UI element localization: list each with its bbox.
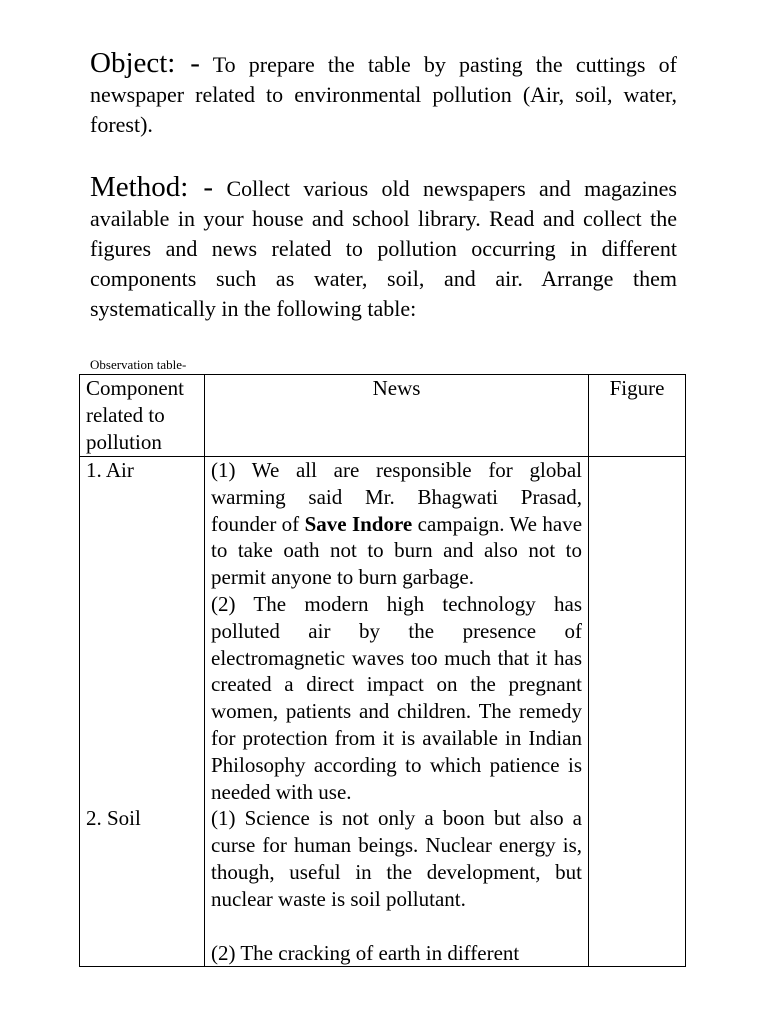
component-cell bbox=[80, 457, 205, 967]
object-paragraph bbox=[90, 48, 677, 140]
component-air: 1. Air bbox=[86, 458, 134, 482]
news-cell bbox=[205, 457, 589, 967]
save-indore-campaign: Save Indore bbox=[304, 511, 413, 536]
component-soil: 2. Soil bbox=[86, 805, 141, 830]
table-row bbox=[80, 457, 686, 967]
table-header-row bbox=[80, 375, 686, 457]
air-news-2: (2) The modern high technology has polluted air by the presence of electromagnetic waves too much that it has created a direct impact on the pregnant women, patients and children. The remedy for protection from it is available in Indian Philosophy according to which patience is needed with use. bbox=[211, 591, 582, 804]
header-news: News bbox=[205, 375, 589, 457]
method-text: Collect various old newspapers and magazines available in your house and school library. Read and collect the figures and news related to pollution occurring in different components such as water, soil, and air. Arrange them systematically in the following table: bbox=[90, 176, 677, 321]
object-text: To prepare the table by pasting the cuttings of newspaper related to environmental pollution (Air, soil, water, forest). bbox=[90, 52, 677, 137]
method-paragraph bbox=[90, 172, 677, 324]
object-heading: Object: - bbox=[90, 47, 200, 79]
document-body bbox=[90, 48, 677, 324]
header-figure: Figure bbox=[589, 375, 686, 457]
air-news-1: (1) We all are responsible for global warming said Mr. Bhagwati Prasad, founder of Save Indore campaign. We have to take oath not to burn and also not to permit anyone to burn garbage. bbox=[211, 458, 583, 590]
figure-cell bbox=[589, 457, 686, 967]
soil-news-1: (1) Science is not only a boon but also a curse for human beings. Nuclear energy is, though, useful in the development, but nuclear waste is soil pollutant. bbox=[211, 806, 582, 911]
header-component: Component related to pollution bbox=[80, 375, 205, 457]
observation-table-caption: Observation table- bbox=[90, 357, 187, 372]
method-heading: Method: - bbox=[90, 171, 214, 203]
observation-table bbox=[79, 374, 686, 967]
soil-news-2: (2) The cracking of earth in different bbox=[211, 940, 520, 965]
